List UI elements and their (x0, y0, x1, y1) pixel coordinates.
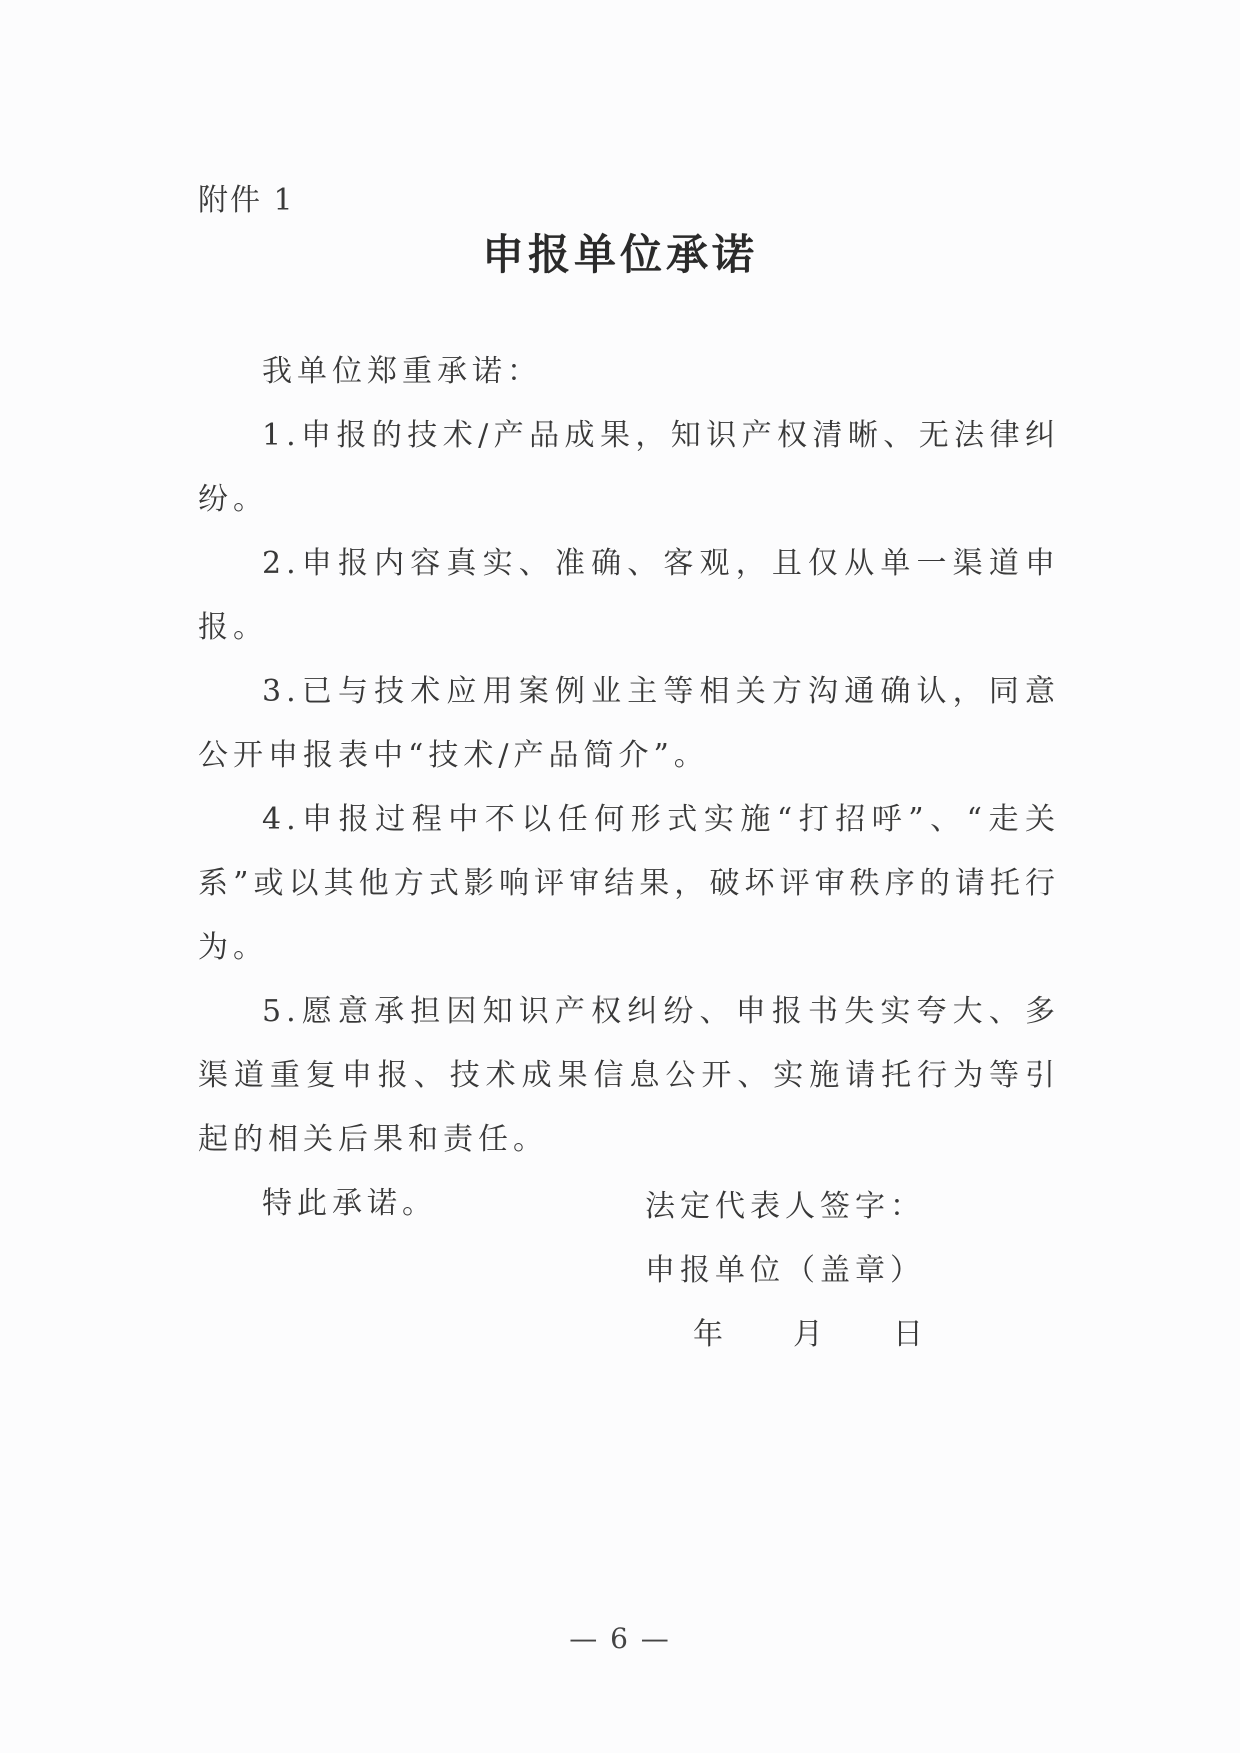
commitment-item-4: 4.申报过程中不以任何形式实施“打招呼”、“走关系”或以其他方式影响评审结果，破坏评审秩序的请托行为。 (198, 802, 1060, 965)
date-day: 日 (893, 1317, 928, 1352)
legal-rep-signature-line: 法定代表人签字： (645, 1189, 925, 1224)
signature-block (645, 1175, 993, 1367)
page-number: — 6 — (569, 1622, 671, 1655)
commitment-item-1: 1.申报的技术/产品成果，知识产权清晰、无法律纠纷。 (198, 418, 1060, 517)
commitment-body (198, 340, 1060, 1236)
attachment-label: 附件 1 (198, 183, 295, 218)
commitment-intro: 我单位郑重承诺： (262, 354, 542, 389)
commitment-closing: 特此承诺。 (262, 1186, 437, 1221)
commitment-item-3: 3.已与技术应用案例业主等相关方沟通确认，同意公开申报表中“技术/产品简介”。 (198, 674, 1060, 773)
unit-seal-line: 申报单位（盖章） (645, 1253, 925, 1288)
commitment-item-2: 2.申报内容真实、准确、客观，且仅从单一渠道申报。 (198, 546, 1060, 645)
date-line (645, 1303, 993, 1367)
document-title: 申报单位承诺 (481, 230, 758, 279)
date-year: 年 (693, 1317, 728, 1352)
commitment-item-5: 5.愿意承担因知识产权纠纷、申报书失实夸大、多渠道重复申报、技术成果信息公开、实施请托行为等引起的相关后果和责任。 (198, 994, 1060, 1157)
date-month: 月 (793, 1317, 828, 1352)
